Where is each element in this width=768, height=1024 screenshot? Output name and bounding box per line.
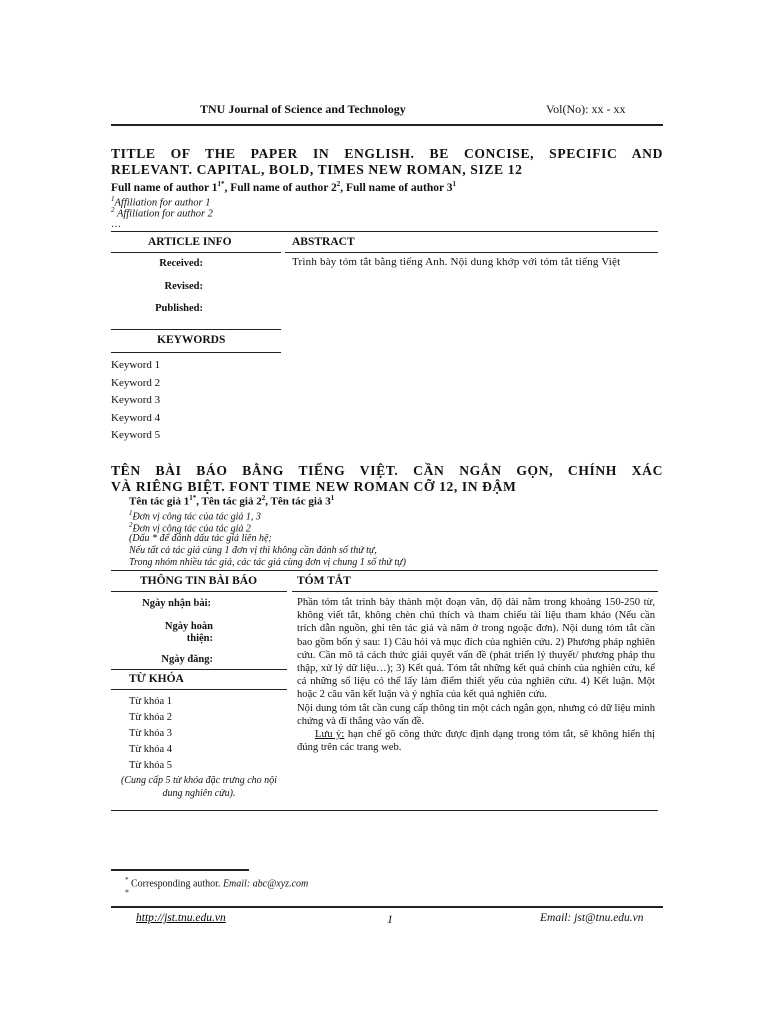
keyword-item: Từ khóa 2 (129, 712, 173, 723)
keyword-item: Từ khóa 4 (129, 744, 173, 755)
author-mark: 1 (452, 180, 456, 188)
affiliation-mark: 1 (111, 195, 115, 203)
author-mark: 1* (189, 494, 197, 502)
footnote-email: abc@xyz.com (252, 878, 309, 890)
affiliation-mark: 2 (129, 521, 133, 529)
author-mark: 2 (261, 494, 266, 502)
keyword-item: Keyword 1 (111, 359, 161, 371)
english-title (111, 146, 663, 178)
author-name: Full name of author 3 (346, 181, 453, 194)
keyword-item: Keyword 5 (111, 429, 161, 441)
author-name: Tên tác giả 1 (129, 495, 190, 508)
author-mark: 1 (330, 494, 335, 502)
ellipsis: … (111, 219, 121, 230)
keyword-item: Từ khóa 3 (129, 728, 173, 739)
author-name: Tên tác giả 2 (201, 495, 262, 508)
vi-keywords-list (129, 694, 172, 774)
vi-keywords-top-rule (111, 669, 287, 670)
abstract-text: Trình bày tóm tắt bằng tiếng Anh. Nội dung khớp với tóm tắt tiếng Việt (292, 256, 621, 268)
abstract-heading: ABSTRACT (292, 236, 355, 248)
note-label: Lưu ý: (315, 729, 345, 741)
abstract-rule (285, 252, 658, 253)
vi-abstract-text (297, 596, 655, 754)
vi-abstract-paragraph-1: Phần tóm tắt trình bày thành một đoạn văn, độ dài nằm trong khoảng 150-250 từ, không viết tắt, không chèn chú thích và tham chiếu tài liệu tham khảo (Nếu cần trích dẫn nguồn, ghi tên tác giả và năm ở trong ngoặc đơn). Nội dung tóm tắt cần bao gồm bốn ý sau: 1) Câu hỏi và mục đích của nghiên cứu. 2) Phương pháp nghiên cứu. Cần mô tả cách thức giải quyết vấn đề (phát triển lý thuyết/ phương pháp thu thập, xử lý dữ liệu…); 3) Kết quả. Tóm tắt những kết quả chính của nghiên cứu, kể cả những số liệu có thể lấy làm điểm thiết yếu của nghiên cứu. 4) Kết luận. Một hoặc 2 câu văn kết luận và ý nghĩa của kết quả nghiên cứu. (297, 597, 655, 701)
vi-keywords-bottom-rule (111, 689, 287, 690)
english-section-rule (111, 231, 658, 232)
vi-note-1: (Dấu * để đánh dấu tác giả liên hệ; (129, 533, 272, 544)
footnote-extra-mark: * (125, 888, 129, 897)
affiliation-text: Đơn vị công tác của tác giả 1, 3 (132, 511, 261, 523)
vi-abstract-heading: TÓM TẮT (297, 575, 351, 587)
keywords-bottom-rule (111, 352, 281, 353)
vi-note-2: Nếu tất cả tác giả cùng 1 đơn vị thì không cần đánh số thứ tự, (129, 545, 377, 556)
vi-abstract-rule (292, 591, 658, 592)
footer-rule (111, 906, 663, 908)
vi-abstract-paragraph-2: Nội dung tóm tắt cần cung cấp thông tin một cách ngắn gọn, nhưng có dữ liệu minh chứng và đi thẳng vào vấn đề. (297, 702, 655, 727)
vietnamese-bottom-rule (111, 810, 658, 811)
footnote-mark: * (125, 876, 129, 884)
author-mark: 1* (217, 180, 225, 188)
keyword-item: Từ khóa 1 (129, 696, 173, 707)
received-label: Received: (159, 258, 203, 269)
vi-revised-label-2: thiện: (186, 633, 213, 644)
published-label: Published: (155, 303, 203, 314)
journal-url-link[interactable]: http://jst.tnu.edu.vn (136, 912, 226, 924)
volume-label: Vol(No): xx - xx (546, 102, 626, 116)
english-authors: Full name of author $1^{1*}$, Full name of author $2^2$, Full name of author $3^1$ (111, 180, 456, 194)
footnote-text: Corresponding author. (131, 878, 221, 890)
journal-name: TNU Journal of Science and Technology (200, 102, 406, 116)
footer-email: Email: jst@tnu.edu.vn (540, 912, 644, 924)
affiliation-mark: 2 (111, 206, 115, 214)
keyword-item: Keyword 4 (111, 411, 161, 424)
affiliation-2 (111, 206, 213, 220)
footnote-email-label: Email: (222, 878, 251, 890)
vi-received-label: Ngày nhận bài: (142, 598, 211, 609)
affiliation-mark: 1 (129, 509, 133, 517)
vietnamese-title-line1: TÊN BÀI BÁO BẰNG TIẾNG VIỆT. CẦN NGẮN GỌN, CHÍNH XÁC (111, 463, 663, 478)
footnote-rule (111, 869, 249, 871)
keywords-note: (Cung cấp 5 từ khóa đặc trưng cho nội dung nghiên cứu). (121, 775, 277, 799)
vi-note-3: Trong nhóm nhiều tác giả, các tác giả cùng đơn vị chung 1 số thứ tự) (129, 557, 406, 568)
vietnamese-title (111, 463, 663, 495)
affiliation-text: Đơn vị công tác của tác giả 2 (132, 523, 251, 535)
page-number: 1 (387, 912, 393, 926)
affiliation-text: Affiliation for author 1 (114, 197, 211, 209)
english-title-line2: RELEVANT. CAPITAL, BOLD, TIMES NEW ROMAN, SIZE 12 (111, 162, 523, 177)
keyword-item: Từ khóa 5 (129, 760, 173, 771)
article-info-rule (111, 252, 281, 253)
keyword-item: Keyword 2 (111, 376, 161, 389)
author-name: Full name of author 2 (230, 181, 337, 194)
vietnamese-authors: Tên tác giả $1^{1*}$, Tên tác giả $2^2$, Tên tác giả $3^1$ (129, 494, 335, 508)
author-name: Tên tác giả 3 (270, 495, 331, 508)
vietnamese-section-rule (111, 570, 658, 571)
vi-info-heading: THÔNG TIN BÀI BÁO (140, 575, 258, 587)
author-mark: 2 (336, 180, 341, 188)
footnote (125, 876, 308, 889)
author-name: Full name of author 1 (111, 181, 218, 194)
vi-published-label: Ngày đăng: (161, 654, 213, 665)
keyword-item: Keyword 3 (111, 394, 161, 406)
vi-abstract-note (297, 728, 655, 754)
vi-info-rule (111, 591, 287, 592)
vietnamese-title-line2: VÀ RIÊNG BIỆT. FONT TIME NEW ROMAN CỠ 12, IN ĐẬM (111, 479, 517, 494)
vi-keywords-heading: TỪ KHÓA (129, 673, 184, 685)
english-title-line1: TITLE OF THE PAPER IN ENGLISH. BE CONCISE, SPECIFIC AND (111, 146, 663, 161)
keywords-list (111, 357, 160, 445)
affiliation-text: Affiliation for author 2 (116, 208, 213, 220)
header-rule (111, 124, 663, 126)
keywords-top-rule (111, 329, 281, 330)
keywords-heading: KEYWORDS (157, 334, 226, 346)
revised-label: Revised: (164, 281, 203, 292)
article-info-heading: ARTICLE INFO (148, 236, 232, 248)
note-text: hạn chế gõ công thức được định dạng trong tóm tắt, sẽ không hiển thị đúng trên các trang web. (297, 729, 655, 754)
vi-revised-label-1: Ngày hoàn (164, 621, 213, 632)
